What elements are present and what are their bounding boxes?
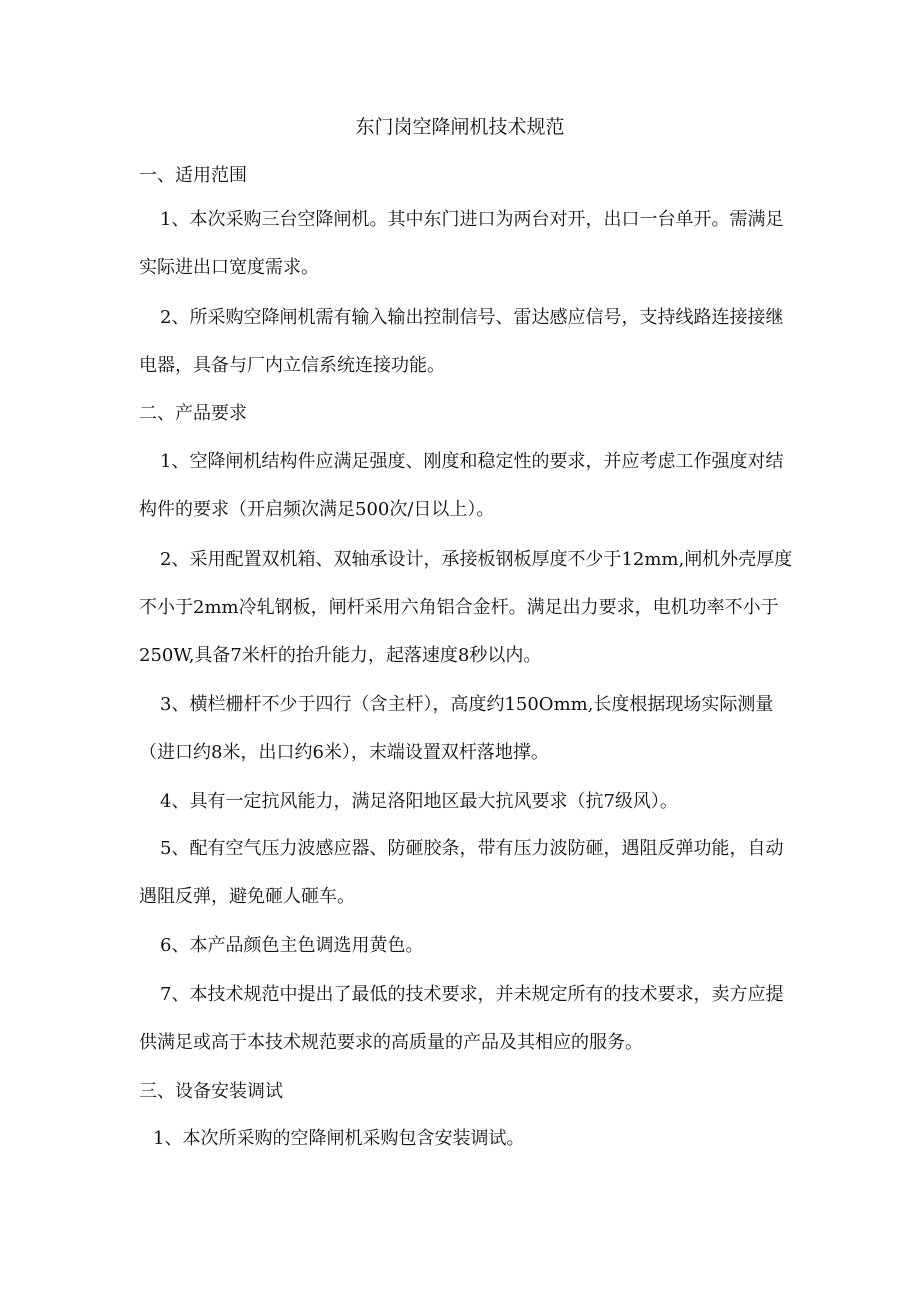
installation-item-1: 1、本次所采购的空降闸机采购包含安装调试。: [153, 1128, 525, 1149]
scope-item-2: 2、所采购空降闸机需有输入输出控制信号、雷达感应信号，支持线路连接接继电器，具备与厂内立信系统连接功能。: [139, 307, 784, 376]
section-heading-installation: 三、设备安装调试: [139, 1081, 283, 1102]
product-item-4: 4、具有一定抗风能力，满足洛阳地区最大抗风要求（抗7级风）。: [160, 791, 678, 812]
document-title: 东门岗空降闸机技术规范: [355, 116, 565, 138]
product-item-2: 2、采用配置双机箱、双轴承设计，承接板钢板厚度不少于12mm,闸机外壳厚度不小于2mm冷轧钢板，闸杆采用六角铝合金杆。满足出力要求，电机功率不小于250W,具备7米杆的抬升能力，起落速度8秒以内。: [139, 549, 793, 666]
section-heading-scope: 一、适用范围: [139, 165, 247, 186]
product-item-3: 3、横栏栅杆不少于四行（含主杆），高度约150Omm,长度根据现场实际测量（进口约8米，出口约6米），末端设置双杆落地撑。: [139, 694, 774, 763]
scope-item-1: 1、本次采购三台空降闸机。其中东门进口为两台对开，出口一台单开。需满足实际进出口宽度需求。: [139, 209, 784, 278]
section-heading-product-requirements: 二、产品要求: [139, 403, 247, 424]
product-item-7: 7、本技术规范中提出了最低的技术要求，并未规定所有的技术要求，卖方应提供满足或高于本技术规范要求的高质量的产品及其相应的服务。: [139, 984, 784, 1053]
product-item-5: 5、配有空气压力波感应器、防砸胶条，带有压力波防砸，遇阻反弹功能，自动遇阻反弹，避免砸人砸车。: [139, 838, 784, 907]
product-item-1: 1、空降闸机结构件应满足强度、刚度和稳定性的要求，并应考虑工作强度对结构件的要求（开启频次满足500次/日以上）。: [139, 451, 784, 520]
product-item-6: 6、本产品颜色主色调选用黄色。: [160, 935, 424, 956]
